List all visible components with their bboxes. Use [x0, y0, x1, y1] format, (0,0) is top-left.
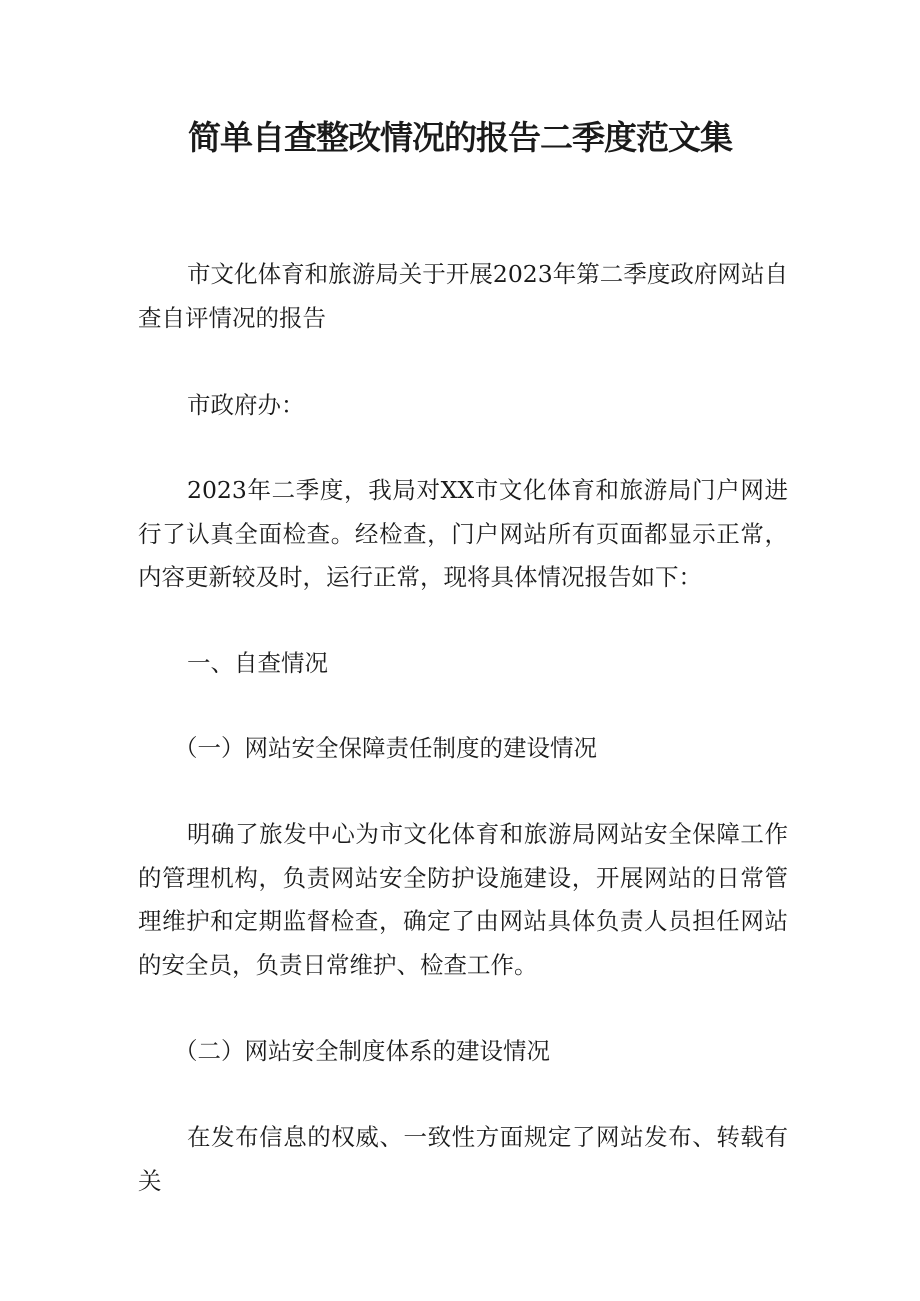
subsection-paragraph-2: 在发布信息的权威、一致性方面规定了网站发布、转载有关	[138, 1123, 788, 1195]
intro-paragraph: 2023年二季度，我局对XX市文化体育和旅游局门户网进行了认真全面检查。经检查，门户网站所有页面都显示正常，内容更新较及时，运行正常，现将具体情况报告如下：	[138, 476, 788, 591]
section-heading-1: 一、自查情况	[187, 649, 328, 677]
subsection-paragraph-1: 明确了旅发中心为市文化体育和旅游局网站安全保障工作的管理机构，负责网站安全防护设施建设，开展网站的日常管理维护和定期监督检查，确定了由网站具体负责人员担任网站的安全员，负责日常维护、检查工作。	[138, 820, 788, 979]
subsection-heading-1: （一）网站安全保障责任制度的建设情况	[174, 734, 597, 762]
recipient-line: 市政府办：	[187, 391, 305, 419]
document-title: 简单自查整改情况的报告二季度范文集	[188, 118, 732, 157]
report-title: 市文化体育和旅游局关于开展2023年第二季度政府网站自查自评情况的报告	[138, 260, 788, 332]
subsection-heading-2: （二）网站安全制度体系的建设情况	[174, 1037, 550, 1065]
